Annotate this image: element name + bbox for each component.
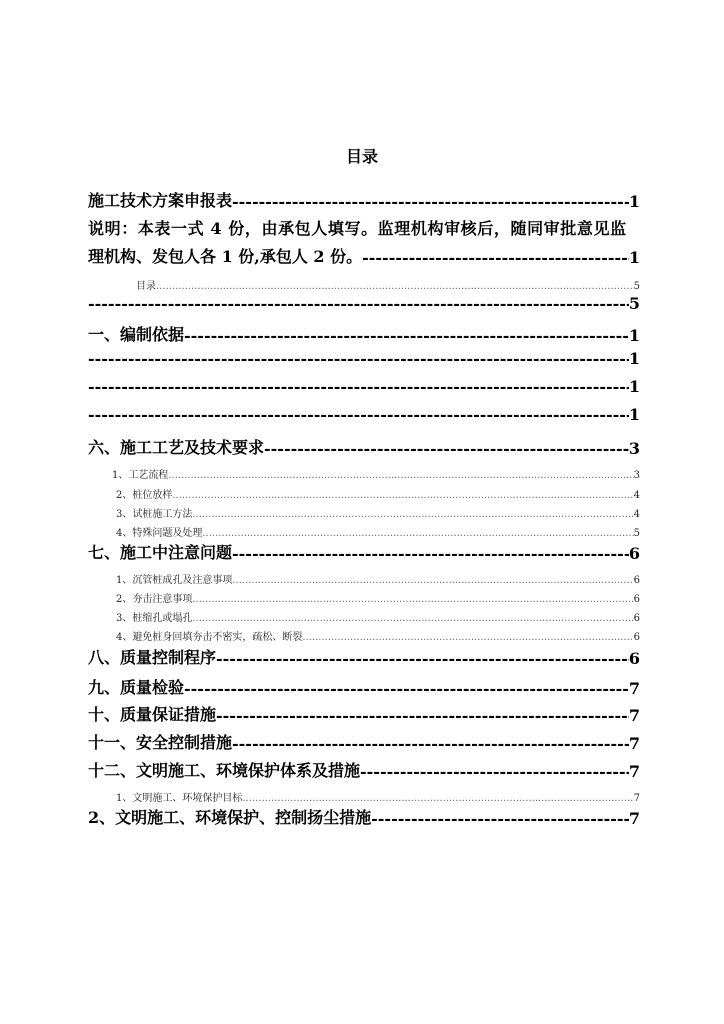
toc-entry-label: 3、桩缩孔或塌孔: [116, 613, 193, 624]
toc-entry-label: 2、文明施工、环境保护、控制扬尘措施: [88, 808, 372, 827]
toc-entry-section-9[interactable]: [88, 675, 640, 698]
toc-entry-label: 1、文明施工、环境保护目标: [116, 793, 243, 804]
toc-leader: [88, 377, 629, 396]
toc-page-number: 5: [633, 528, 640, 539]
toc-leader: [156, 281, 634, 292]
toc-entry-label: 目录: [136, 281, 156, 292]
toc-entry-label: 2、桩位放样: [116, 490, 173, 501]
toc-page-number: 4: [633, 509, 640, 520]
form-note-line: 说明：本表一式 4 份，由承包人填写。监理机构审核后，随同审批意见监: [88, 219, 627, 238]
toc-entry-section-6[interactable]: [88, 435, 640, 458]
toc-page-number: 6: [633, 632, 640, 643]
toc-page-number: 6: [628, 544, 640, 563]
toc-page-number: 4: [633, 490, 640, 501]
toc-leader: [232, 544, 629, 563]
toc-page-number: 1: [628, 248, 640, 267]
toc-entry-label: 六、施工工艺及技术要求: [88, 438, 265, 457]
toc-leader: [360, 762, 629, 781]
toc-page-number: 7: [628, 809, 640, 828]
toc-page-number: 6: [633, 594, 640, 605]
toc-page-number: 7: [633, 793, 640, 804]
toc-entry-label: 七、施工中注意问题: [88, 543, 233, 562]
toc-leader: [88, 294, 629, 313]
toc-entry-application-form[interactable]: [88, 188, 640, 211]
toc-page-number: 5: [628, 294, 640, 313]
toc-leader: [184, 679, 629, 698]
toc-entry-section-11[interactable]: [88, 730, 640, 753]
toc-leader: [88, 349, 629, 368]
toc-page-number: 7: [628, 762, 640, 781]
toc-page-number: 1: [628, 405, 640, 424]
toc-page-number: 1: [628, 349, 640, 368]
page-title: 目录: [345, 147, 378, 166]
toc-entry-label: 八、质量控制程序: [88, 648, 217, 667]
toc-page-number: 6: [633, 613, 640, 624]
toc-leader: [192, 509, 633, 520]
toc-entry-label: 施工技术方案申报表: [88, 191, 233, 210]
toc-leader: [264, 439, 629, 458]
toc-page-number: 3: [628, 439, 640, 458]
toc-leader: [216, 706, 629, 725]
toc-page-number: 7: [628, 706, 640, 725]
toc-entry-label: 九、质量检验: [88, 678, 185, 697]
toc-page-number: 6: [633, 575, 640, 586]
toc-subentry[interactable]: [116, 571, 640, 586]
toc-subentry[interactable]: [116, 505, 640, 520]
toc-entry-form-note-end[interactable]: [88, 244, 640, 267]
toc-leader: [232, 575, 633, 586]
toc-subentry[interactable]: [116, 590, 640, 605]
toc-leader: [302, 632, 633, 643]
toc-page-number: 7: [628, 679, 640, 698]
toc-entry-label: 十、质量保证措施: [88, 705, 217, 724]
toc-page-number: 1: [628, 377, 640, 396]
toc-entry-label: 1、工艺流程: [112, 470, 169, 481]
toc-entry-basis[interactable]: [88, 322, 640, 345]
toc-entry-label: 十二、文明施工、环境保护体系及措施: [88, 761, 361, 780]
toc-subentry[interactable]: [116, 524, 640, 539]
toc-subentry[interactable]: [112, 466, 640, 481]
toc-subentry[interactable]: [116, 628, 640, 643]
toc-leader: [202, 528, 633, 539]
toc-subentry[interactable]: [116, 486, 640, 501]
toc-entry-mulu[interactable]: [136, 277, 640, 292]
toc-entry-label: 3、试桩施工方法: [116, 509, 193, 520]
toc-leader: [232, 192, 629, 211]
toc-leader: [371, 809, 629, 828]
toc-entry-label: 1、沉管桩成孔及注意事项: [116, 575, 233, 586]
toc-entry-label: 4、避免桩身回填夯击不密实，疏松、断裂: [116, 632, 303, 643]
toc-entry-label: 2、夯击注意事项: [116, 594, 193, 605]
toc-leader: [362, 248, 629, 267]
toc-leader: [168, 470, 633, 481]
toc-leader: [184, 326, 629, 345]
toc-entry-label: 十一、安全控制措施: [88, 733, 233, 752]
toc-leader: [242, 793, 633, 804]
toc-entry-section-10[interactable]: [88, 702, 640, 725]
toc-leader: [192, 613, 633, 624]
toc-entry-label: 理机构、发包人各 1 份,承包人 2 份。: [88, 247, 363, 266]
toc-blank-line[interactable]: [88, 377, 640, 396]
toc-page-number: 1: [628, 192, 640, 211]
toc-entry-label: 4、特殊问题及处理: [116, 528, 203, 539]
toc-subentry[interactable]: [116, 789, 640, 804]
toc-leader: [88, 405, 629, 424]
toc-page-number: 3: [633, 470, 640, 481]
toc-leader: [192, 594, 633, 605]
toc-page-number: 5: [633, 281, 640, 292]
toc-subentry[interactable]: [116, 609, 640, 624]
toc-entry-section-8[interactable]: [88, 645, 640, 668]
toc-entry-label: 一、编制依据: [88, 325, 185, 344]
toc-entry-section-12[interactable]: [88, 758, 640, 781]
toc-leader: [172, 490, 633, 501]
toc-blank-line[interactable]: [88, 405, 640, 424]
toc-leader: [216, 649, 629, 668]
toc-entry-civilized-construction[interactable]: [88, 805, 640, 828]
toc-page-number: 6: [628, 649, 640, 668]
toc-blank-line[interactable]: [88, 294, 640, 313]
toc-blank-line[interactable]: [88, 349, 640, 368]
toc-page-number: 7: [628, 734, 640, 753]
toc-leader: [232, 734, 629, 753]
toc-page-number: 1: [628, 326, 640, 345]
toc-entry-section-7[interactable]: [88, 540, 640, 563]
